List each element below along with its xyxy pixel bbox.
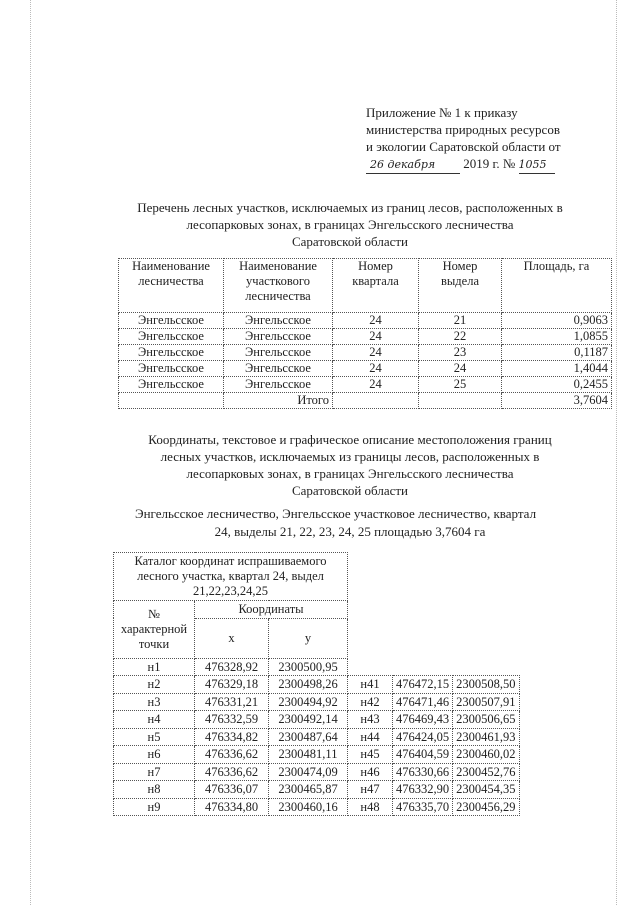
cell: 476336,62 — [195, 746, 269, 764]
header-date-line — [366, 155, 561, 174]
caption-row — [114, 553, 520, 601]
cell: 0,9063 — [502, 313, 612, 329]
paragraph-line: 24, выделы 21, 22, 23, 24, 25 площадью 3,7604 га — [214, 524, 486, 539]
cell: 2300456,29 — [453, 798, 519, 816]
empty — [348, 618, 520, 658]
cell: 24 — [333, 313, 419, 329]
cell: 0,1187 — [502, 345, 612, 361]
y-header: у — [269, 618, 348, 658]
cell: Энгельсское — [119, 329, 224, 345]
total-row — [119, 393, 612, 409]
cell: н6 — [114, 746, 195, 764]
title-line: Координаты, текстовое и графическое описание местоположения границ — [148, 432, 552, 447]
coordinates-table — [113, 552, 520, 816]
cell: 21 — [419, 313, 502, 329]
point-header: № характерной точки — [114, 601, 195, 659]
cell: 2300474,09 — [269, 763, 348, 781]
cell: н5 — [114, 728, 195, 746]
cell — [119, 393, 224, 409]
cell: 2300494,92 — [269, 693, 348, 711]
table-row — [119, 313, 612, 329]
title-1 — [80, 199, 620, 250]
header-cell: Номер квартала — [333, 259, 419, 313]
cell: Энгельсское — [224, 313, 333, 329]
cell: 2300500,95 — [269, 658, 348, 676]
cell: 24 — [333, 361, 419, 377]
x-header: х — [195, 618, 269, 658]
cell: 476328,92 — [195, 658, 269, 676]
cell: н41 — [348, 676, 393, 694]
cell: н8 — [114, 781, 195, 799]
cell: 22 — [419, 329, 502, 345]
cell: Энгельсское — [119, 345, 224, 361]
cell: 2300460,16 — [269, 798, 348, 816]
forest-plots-table — [118, 258, 612, 409]
cell: 476330,66 — [393, 763, 453, 781]
cell: н3 — [114, 693, 195, 711]
cell: 476336,07 — [195, 781, 269, 799]
cell: 476335,70 — [393, 798, 453, 816]
coordinate-row — [114, 746, 520, 764]
cell: 24 — [333, 345, 419, 361]
cell: 2300454,35 — [453, 781, 519, 799]
cell: 2300465,87 — [269, 781, 348, 799]
cell: Энгельсское — [119, 361, 224, 377]
cell: Энгельсское — [224, 329, 333, 345]
header-cell: Номер выдела — [419, 259, 502, 313]
header-cell: Наименование участкового лесничества — [224, 259, 333, 313]
cell: 476471,46 — [393, 693, 453, 711]
cell: н42 — [348, 693, 393, 711]
cell: 2300461,93 — [453, 728, 519, 746]
cell: Энгельсское — [119, 313, 224, 329]
cell: Энгельсское — [224, 377, 333, 393]
coordinate-row — [114, 781, 520, 799]
cell: Энгельсское — [224, 345, 333, 361]
cell: 24 — [419, 361, 502, 377]
cell: 2300452,76 — [453, 763, 519, 781]
total-value: 3,7604 — [502, 393, 612, 409]
cell: 476469,43 — [393, 711, 453, 729]
cell: 25 — [419, 377, 502, 393]
cell: н4 — [114, 711, 195, 729]
cell: 476329,18 — [195, 676, 269, 694]
empty — [348, 601, 520, 619]
handwritten-date: 26 декабря — [366, 156, 460, 174]
header-line: министерства природных ресурсов — [366, 122, 560, 137]
cell: 476336,62 — [195, 763, 269, 781]
cell: 2300460,02 — [453, 746, 519, 764]
cell: 476334,82 — [195, 728, 269, 746]
cell: 476332,90 — [393, 781, 453, 799]
cell: 476334,80 — [195, 798, 269, 816]
table-row — [119, 377, 612, 393]
cell: н9 — [114, 798, 195, 816]
cell: н46 — [348, 763, 393, 781]
cell: 2300498,26 — [269, 676, 348, 694]
cell: Энгельсское — [224, 361, 333, 377]
title-line: лесных участков, исключаемых из границы лесов, расположенных в — [160, 449, 540, 464]
cell: 2300487,64 — [269, 728, 348, 746]
cell — [393, 658, 453, 676]
coords-header: Координаты — [195, 601, 348, 619]
catalog-caption: Каталог координат испрашиваемого лесного участка, квартал 24, выдел 21,22,23,24,25 — [114, 553, 348, 601]
cell: 476424,05 — [393, 728, 453, 746]
table-row — [119, 329, 612, 345]
coordinate-row — [114, 658, 520, 676]
cell — [453, 658, 519, 676]
title-line: лесопарковых зонах, в границах Энгельсского лесничества — [186, 466, 514, 481]
cell: 2300508,50 — [453, 676, 519, 694]
title-line: Саратовской области — [291, 234, 409, 249]
table-header-row — [119, 259, 612, 313]
title-line: Перечень лесных участков, исключаемых из границ лесов, расположенных в — [137, 200, 563, 215]
title-2 — [80, 431, 620, 499]
cell: 476332,59 — [195, 711, 269, 729]
header-line: и экологии Саратовской области от — [366, 139, 561, 154]
plot-description — [100, 505, 600, 541]
cell: н44 — [348, 728, 393, 746]
coordinate-row — [114, 711, 520, 729]
cell: 1,4044 — [502, 361, 612, 377]
cell — [419, 393, 502, 409]
title-line: Саратовской области — [291, 483, 409, 498]
header-cell: Площадь, га — [502, 259, 612, 313]
coordinate-row — [114, 763, 520, 781]
cell: 476404,59 — [393, 746, 453, 764]
coordinate-row — [114, 676, 520, 694]
cell: н48 — [348, 798, 393, 816]
cell: н45 — [348, 746, 393, 764]
paragraph-line: Энгельсское лесничество, Энгельсское участковое лесничество, квартал — [135, 506, 537, 521]
table-row — [119, 361, 612, 377]
empty — [348, 553, 520, 601]
cell: н2 — [114, 676, 195, 694]
cell: н1 — [114, 658, 195, 676]
header-cell: Наименование лесничества — [119, 259, 224, 313]
title-line: лесопарковых зонах, в границах Энгельсского лесничества — [186, 217, 514, 232]
cell: 2300506,65 — [453, 711, 519, 729]
scan-edge — [30, 0, 31, 905]
header-line: Приложение № 1 к приказу — [366, 105, 518, 120]
cell: 476472,15 — [393, 676, 453, 694]
header-row — [114, 601, 520, 619]
coordinate-row — [114, 693, 520, 711]
cell: 2300507,91 — [453, 693, 519, 711]
cell: 1,0855 — [502, 329, 612, 345]
cell: 0,2455 — [502, 377, 612, 393]
cell: 24 — [333, 329, 419, 345]
cell: 2300492,14 — [269, 711, 348, 729]
appendix-header — [366, 104, 561, 174]
coordinate-row — [114, 798, 520, 816]
coordinate-row — [114, 728, 520, 746]
cell: Энгельсское — [119, 377, 224, 393]
cell: 2300481,11 — [269, 746, 348, 764]
cell — [348, 658, 393, 676]
total-label: Итого — [224, 393, 333, 409]
cell: н7 — [114, 763, 195, 781]
cell: н43 — [348, 711, 393, 729]
cell: 23 — [419, 345, 502, 361]
cell: н47 — [348, 781, 393, 799]
cell: 476331,21 — [195, 693, 269, 711]
cell: 24 — [333, 377, 419, 393]
cell — [333, 393, 419, 409]
table-row — [119, 345, 612, 361]
handwritten-number: 1055 — [519, 156, 555, 174]
header-year: 2019 г. № — [463, 156, 516, 171]
